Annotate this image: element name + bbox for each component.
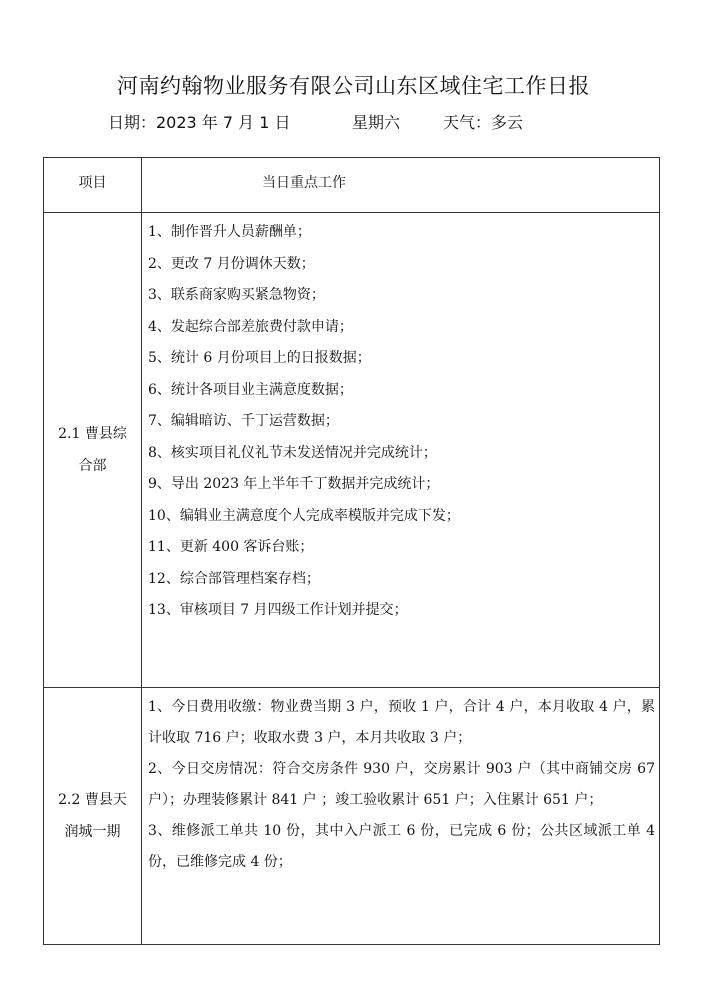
list-item: 7、编辑暗访、千丁运营数据； <box>148 413 339 429</box>
list-item: 10、编辑业主满意度个人完成率模版并完成下发； <box>148 507 460 524</box>
column-header-work: 当日重点工作 <box>142 158 660 213</box>
section-label-line: 润城一期 <box>64 824 121 840</box>
table-header-row <box>44 158 660 213</box>
report-weekday: 星期六 <box>352 113 401 132</box>
section-label-line: 2.1 曹县综 <box>58 426 127 442</box>
report-title: 河南约翰物业服务有限公司山东区域住宅工作日报 <box>117 74 590 98</box>
list-item: 3、联系商家购买紧急物资； <box>148 287 325 303</box>
section-row-caoxian-tianruncheng-phase1 <box>44 688 660 945</box>
daily-report-table <box>43 157 660 945</box>
section-label <box>44 688 142 945</box>
list-item: 12、综合部管理档案存档； <box>148 570 320 587</box>
section-row-caoxian-general-dept <box>44 213 660 688</box>
report-weather: 天气：多云 <box>443 113 524 132</box>
list-item: 1、今日费用收缴：物业费当期 3 户，预收 1 户，合计 4 户，本月收取 4 户，累计收取 716 户；收取水费 3 户，本月共收取 3 户； <box>148 699 655 746</box>
list-item: 3、维修派工单共 10 份，其中入户派工 6 份，已完成 6 份；公共区域派工单 4 份，已维修完成 4 份； <box>148 823 655 870</box>
column-header-item: 项目 <box>44 158 142 213</box>
section-label <box>44 213 142 688</box>
list-item: 2、更改 7 月份调休天数； <box>148 255 315 272</box>
list-item: 4、发起综合部差旅费付款申请； <box>148 318 353 335</box>
section-work-list <box>142 213 660 688</box>
list-item: 9、导出 2023 年上半年千丁数据并完成统计； <box>148 476 440 492</box>
list-item: 11、更新 400 客诉台账； <box>148 539 314 555</box>
report-date: 日期：2023 年 7 月 1 日 <box>108 113 291 132</box>
section-label-line: 合部 <box>78 458 107 474</box>
section-label-line: 2.2 曹县天 <box>58 792 127 808</box>
list-item: 5、统计 6 月份项目上的日报数据； <box>148 350 371 366</box>
list-item: 1、制作晋升人员薪酬单； <box>148 224 311 240</box>
list-item: 13、审核项目 7 月四级工作计划并提交； <box>148 602 408 618</box>
list-item: 6、统计各项目业主满意度数据； <box>148 381 353 398</box>
section-work-list <box>142 688 660 945</box>
list-item: 2、今日交房情况：符合交房条件 930 户，交房累计 903 户（其中商铺交房 67 户）；办理装修累计 841 户 ；竣工验收累计 651 户；入住累计 651 户； <box>148 761 655 808</box>
list-item: 8、核实项目礼仪礼节未发送情况并完成统计； <box>148 444 437 461</box>
